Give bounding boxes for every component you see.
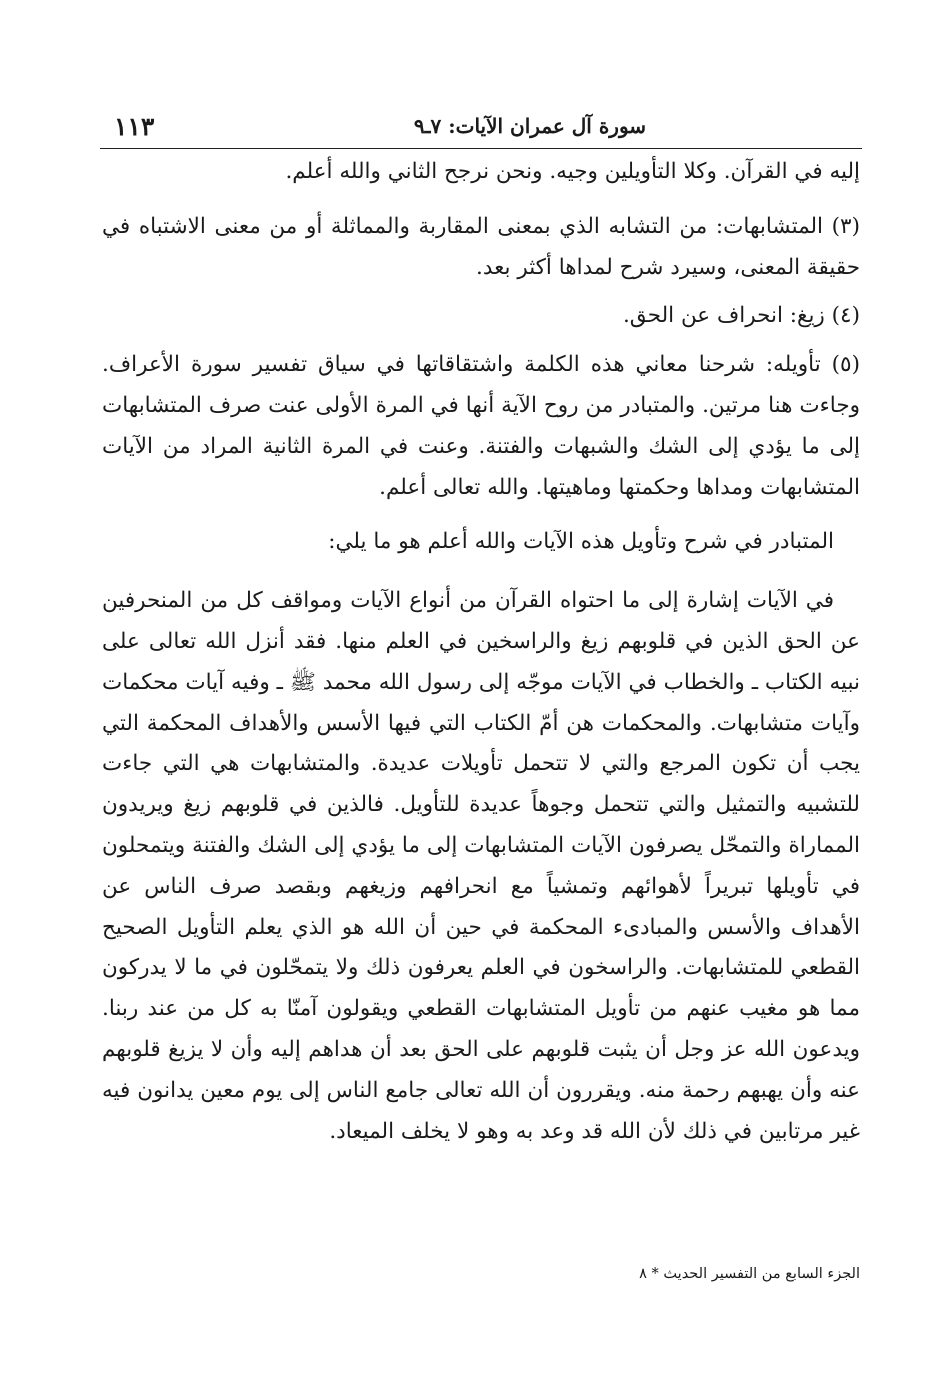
page-number: ١١٣ [114, 112, 155, 141]
printer-signature: الجزء السابع من التفسير الحديث * ٨ [639, 1266, 860, 1282]
commentary-paragraph: في الآيات إشارة إلى ما احتواه القرآن من أنواع الآيات ومواقف كل من المنحرفين عن الحق الذين في قلوبهم زيغ والراسخين في العلم منها. فقد أنزل الله تعالى على نبيه الكتاب ـ والخطاب في الآيات موجّه إلى رسول الله محمد ﷺ ـ وفيه آيات محكمات وآيات متشابهات. والمحكمات هن أمّ الكتاب التي فيها الأسس والأهداف المحكمة التي يجب أن تكون المرجع والتي لا تتحمل تأويلات عديدة. والمتشابهات هي التي جاءت للتشبيه والتمثيل والتي تتحمل وجوهاً عديدة للتأويل. فالذين في قلوبهم زيغ ويريدون المماراة والتمحّل يصرفون الآيات المتشابهات إلى ما يؤدي إلى الشك والفتنة ويتمحلون في تأويلها تبريراً لأهوائهم وتمشياً مع انحرافهم وزيغهم وبقصد صرف الناس عن الأهداف والأسس والمبادىء المحكمة في حين أن الله هو الذي يعلم التأويل الصحيح القطعي للمتشابهات. والراسخون في العلم يعرفون ذلك ولا يتمحّلون في ما لا يدركون مما هو مغيب عنهم من تأويل المتشابهات القطعي ويقولون آمنّا به كل من عند ربنا. ويدعون الله عز وجل أن يثبت قلوبهم على الحق بعد أن هداهم إليه وأن لا يزيغ قلوبهم عنه وأن يهبهم رحمة منه. ويقررون أن الله تعالى جامع الناس إلى يوم معين يدانون فيه غير مرتابين في ذلك لأن الله قد وعد به وهو لا يخلف الميعاد. [102, 588, 860, 1144]
page-header [100, 106, 860, 146]
section-intro: المتبادر في شرح وتأويل هذه الآيات والله أعلم هو ما يلي: [328, 529, 834, 555]
footnote-5: (٥) تأويله: شرحنا معاني هذه الكلمة واشتقاقاتها في سياق تفسير سورة الأعراف. وجاءت هنا مرتين. والمتبادر من روح الآية أنها في المرة الأولى عنت صرف المتشابهات إلى ما يؤدي إلى الشك والشبهات والفتنة. وعنت في المرة الثانية المراد من الآيات المتشابهات ومداها وحكمتها وماهيتها. والله تعالى أعلم. [102, 352, 860, 500]
paragraph-continuation: إليه في القرآن. وكلا التأويلين وجيه. ونحن نرجح الثاني والله أعلم. [285, 159, 860, 184]
running-title: سورة آل عمران الآيات: ٧ـ٩ [413, 114, 647, 138]
footnote-4: (٤) زيغ: انحراف عن الحق. [622, 303, 860, 329]
header-divider [100, 148, 862, 149]
page-body [102, 152, 860, 1152]
footnote-3: (٣) المتشابهات: من التشابه الذي بمعنى المقاربة والمماثلة أو من معنى الاشتباه في حقيقة المعنى، وسيرد شرح لمداها أكثر بعد. [102, 213, 860, 280]
